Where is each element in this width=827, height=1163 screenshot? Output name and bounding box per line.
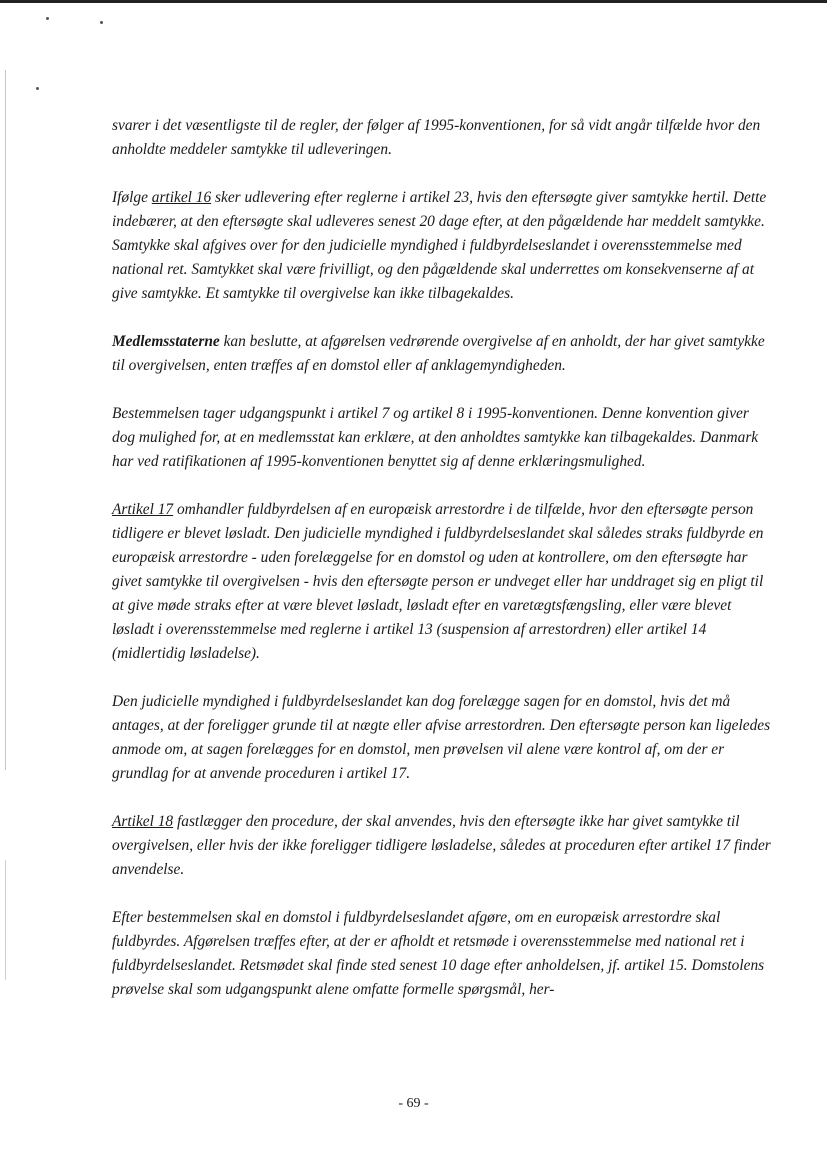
article-reference-link[interactable]: Artikel 18 [112,813,174,830]
left-margin-line [5,70,6,770]
left-margin-line-lower [5,860,6,980]
scan-speck [36,87,39,90]
paragraph-text: Bestemmelsen tager udgangspunkt i artikel 7 og artikel 8 i 1995-konventionen. Denne konvention giver dog mulighed for, at en medlemsstat kan erklære, at den anholdtes samtykke kan tilbagekaldes. Danmark har ved ratifikationen af 1995-konventionen benyttet sig af denne erklæringsmulighed. [112,405,763,470]
top-border-line [0,0,827,3]
paragraph-p5 [112,498,772,666]
paragraph-p4 [112,402,772,474]
paragraph-text: svarer i det væsentligste til de regler, der følger af 1995-konventionen, for så vidt angår tilfælde hvor den anholdte meddeler samtykke til udleveringen. [112,117,765,158]
page-number: - 69 - [398,1096,429,1111]
paragraph-text: Den judicielle myndighed i fuldbyrdelseslandet kan dog forelægge sagen for en domstol, hvis det må antages, at der foreligger grunde til at nægte eller afvise arrestordren. Den eftersøgte person kan ligeledes anmode om, at sagen forelægges for en domstol, men prøvelsen vil alene være kontrol af, om der er grundlag for at anvende proceduren i artikel 17. [112,693,774,782]
paragraph-text: fastlægger den procedure, der skal anvendes, hvis den eftersøgte ikke har givet samtykke til overgivelsen, eller hvis der ikke foreligger tidligere løsladelse, således at proceduren efter artikel 17 finder anvendelse. [112,813,775,878]
scan-speck [100,21,103,24]
paragraph-text: omhandler fuldbyrdelsen af en europæisk arrestordre i de tilfælde, hvor den eftersøgte person tidligere er blevet løsladt. Den judicielle myndighed i fuldbyrdelseslandet skal således straks fuldbyrde en europæisk arrestordre - uden forelæggelse for en domstol og uden at kontrollere, om den eftersøgte har givet samtykke til overgivelsen - hvis den eftersøgte person er undveget eller har unddraget sig en pligt til at give møde straks efter at være blevet løsladt, løsladt efter en varetægtsfængsling, eller være blevet løsladt i overensstemmelse med reglerne i artikel 13 (suspension af arrestordren) eller artikel 14 (midlertidig løsladelse). [112,501,768,662]
paragraph-p3 [112,330,772,378]
paragraph-p1 [112,114,772,162]
article-reference-link[interactable]: artikel 16 [151,189,212,206]
paragraph-text: sker udlevering efter reglerne i artikel 23, hvis den eftersøgte giver samtykke hertil. Dette indebærer, at den eftersøgte skal udleveres senest 20 dage efter, at den pågældende har meddelt samtykke. Samtykke skal afgives over for den judicielle myndighed i fuldbyrdelseslandet i overensstemmelse med national ret. Samtykket skal være frivilligt, og den pågældende skal underrettes om konsekvenserne af at give samtykke. Et samtykke til overgivelse kan ikke tilbagekaldes. [112,189,771,302]
paragraph-text: kan beslutte, at afgørelsen vedrørende overgivelse af en anholdt, der har givet samtykke til overgivelsen, enten træffes af en domstol eller af anklagemyndigheden. [112,333,769,374]
article-reference-link[interactable]: Artikel 17 [112,501,174,518]
document-body [112,114,775,1026]
paragraph-p7 [112,810,775,882]
bold-term: Medlemsstaterne [112,333,220,350]
paragraph-p2 [112,186,772,306]
paragraph-p8 [112,906,772,1002]
paragraph-text: Ifølge [112,189,152,206]
paragraph-p6 [112,690,772,786]
paragraph-text: Efter bestemmelsen skal en domstol i fuldbyrdelseslandet afgøre, om en europæisk arrestordre skal fuldbyrdes. Afgørelsen træffes efter, at der er afholdt et retsmøde i overensstemmelse med national ret i fuldbyrdelseslandet. Retsmødet skal finde sted senest 10 dage efter anholdelsen, jf. artikel 15. Domstolens prøvelse skal som udgangspunkt alene omfatte formelle spørgsmål, her- [112,909,768,998]
scan-speck [46,17,49,20]
